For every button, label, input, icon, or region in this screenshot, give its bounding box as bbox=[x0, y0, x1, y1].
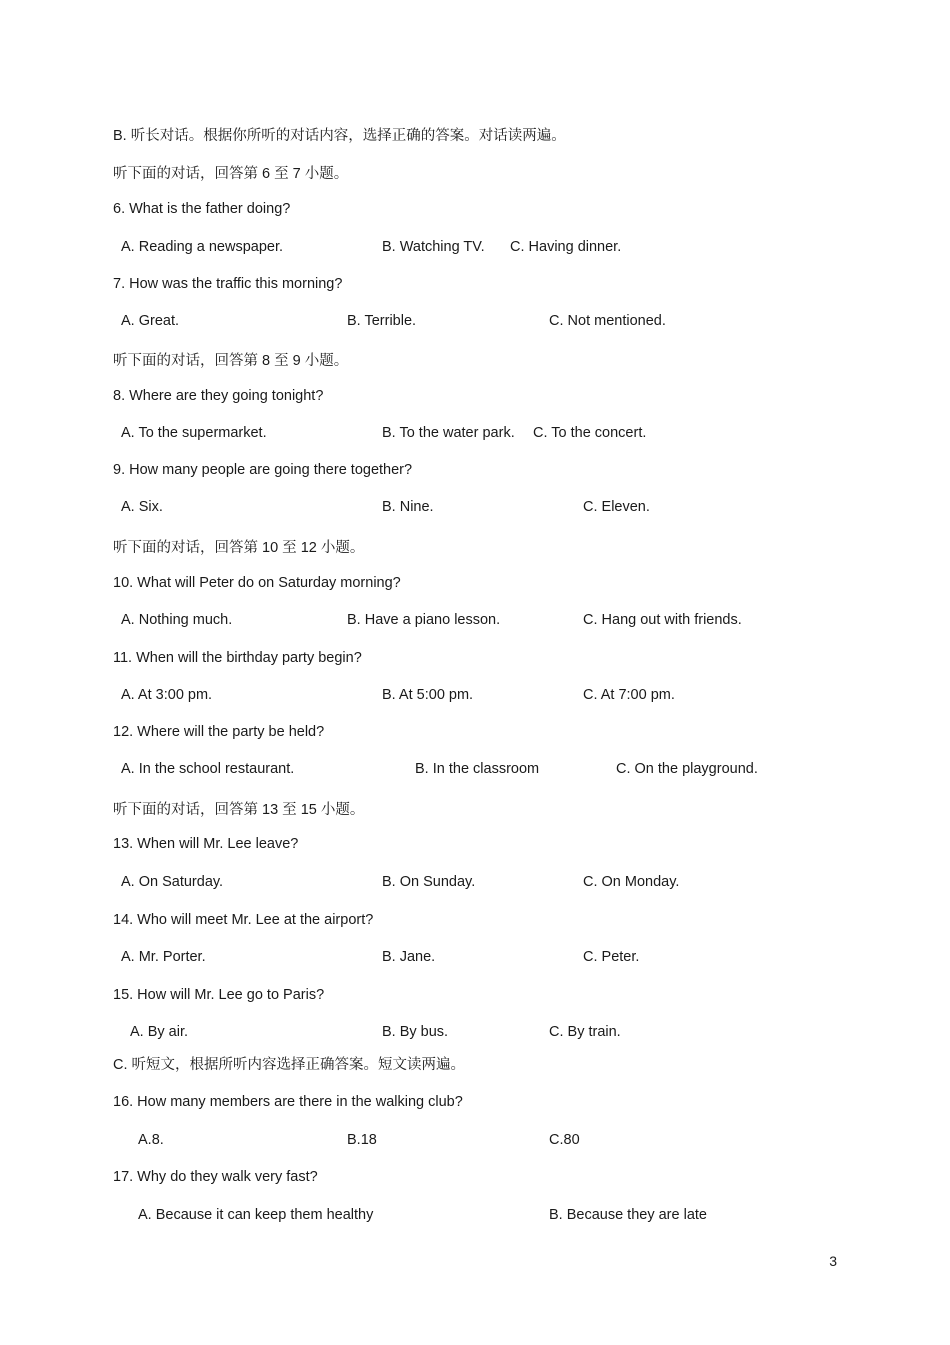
section-c-heading: C. 听短文，根据所听内容选择正确答案。短文读两遍。 bbox=[113, 1057, 466, 1073]
option-15a: A. By air. bbox=[130, 1024, 189, 1040]
option-10a: A. Nothing much. bbox=[121, 612, 233, 628]
question-16: 16. How many members are there in the walking club? bbox=[113, 1094, 463, 1110]
question-9: 9. How many people are going there together? bbox=[113, 462, 413, 478]
question-15: 15. How will Mr. Lee go to Paris? bbox=[113, 987, 325, 1003]
group-instruction-10-12: 听下面的对话，回答第 10 至 12 小题。 bbox=[113, 540, 365, 556]
option-13c: C. On Monday. bbox=[583, 874, 680, 890]
option-9b: B. Nine. bbox=[382, 499, 434, 515]
group-instruction-13-15: 听下面的对话，回答第 13 至 15 小题。 bbox=[113, 802, 365, 818]
option-13b: B. On Sunday. bbox=[382, 874, 476, 890]
option-13a: A. On Saturday. bbox=[121, 874, 224, 890]
option-11a: A. At 3:00 pm. bbox=[121, 687, 213, 703]
option-15b: B. By bus. bbox=[382, 1024, 449, 1040]
option-15c: C. By train. bbox=[549, 1024, 621, 1040]
option-6a: A. Reading a newspaper. bbox=[121, 239, 284, 255]
option-11b: B. At 5:00 pm. bbox=[382, 687, 474, 703]
question-10: 10. What will Peter do on Saturday morning? bbox=[113, 575, 401, 591]
question-17: 17. Why do they walk very fast? bbox=[113, 1169, 318, 1185]
option-8a: A. To the supermarket. bbox=[121, 425, 267, 441]
option-16a: A.8. bbox=[138, 1132, 164, 1148]
option-7c: C. Not mentioned. bbox=[549, 313, 666, 329]
option-9c: C. Eleven. bbox=[583, 499, 650, 515]
group-instruction-8-9: 听下面的对话，回答第 8 至 9 小题。 bbox=[113, 353, 349, 369]
option-8c: C. To the concert. bbox=[533, 425, 647, 441]
question-12: 12. Where will the party be held? bbox=[113, 724, 325, 740]
question-8: 8. Where are they going tonight? bbox=[113, 388, 324, 404]
option-10b: B. Have a piano lesson. bbox=[347, 612, 501, 628]
option-6b: B. Watching TV. bbox=[382, 239, 485, 255]
option-11c: C. At 7:00 pm. bbox=[583, 687, 675, 703]
option-16c: C.80 bbox=[549, 1132, 580, 1148]
option-14c: C. Peter. bbox=[583, 949, 640, 965]
question-13: 13. When will Mr. Lee leave? bbox=[113, 836, 299, 852]
option-17a: A. Because it can keep them healthy bbox=[138, 1207, 374, 1223]
option-12c: C. On the playground. bbox=[616, 761, 758, 777]
option-17b: B. Because they are late bbox=[549, 1207, 707, 1223]
option-16b: B.18 bbox=[347, 1132, 377, 1148]
option-10c: C. Hang out with friends. bbox=[583, 612, 742, 628]
question-7: 7. How was the traffic this morning? bbox=[113, 276, 343, 292]
option-7a: A. Great. bbox=[121, 313, 180, 329]
question-6: 6. What is the father doing? bbox=[113, 201, 291, 217]
option-14b: B. Jane. bbox=[382, 949, 436, 965]
option-12a: A. In the school restaurant. bbox=[121, 761, 295, 777]
option-7b: B. Terrible. bbox=[347, 313, 417, 329]
option-6c: C. Having dinner. bbox=[510, 239, 622, 255]
option-14a: A. Mr. Porter. bbox=[121, 949, 206, 965]
section-b-heading: B. 听长对话。根据你所听的对话内容，选择正确的答案。对话读两遍。 bbox=[113, 128, 566, 144]
option-12b: B. In the classroom bbox=[415, 761, 540, 777]
question-14: 14. Who will meet Mr. Lee at the airport? bbox=[113, 912, 374, 928]
group-instruction-6-7: 听下面的对话，回答第 6 至 7 小题。 bbox=[113, 166, 349, 182]
question-11: 11. When will the birthday party begin? bbox=[113, 650, 362, 666]
option-9a: A. Six. bbox=[121, 499, 163, 515]
option-8b: B. To the water park. bbox=[382, 425, 515, 441]
page-number: 3 bbox=[829, 1253, 837, 1269]
